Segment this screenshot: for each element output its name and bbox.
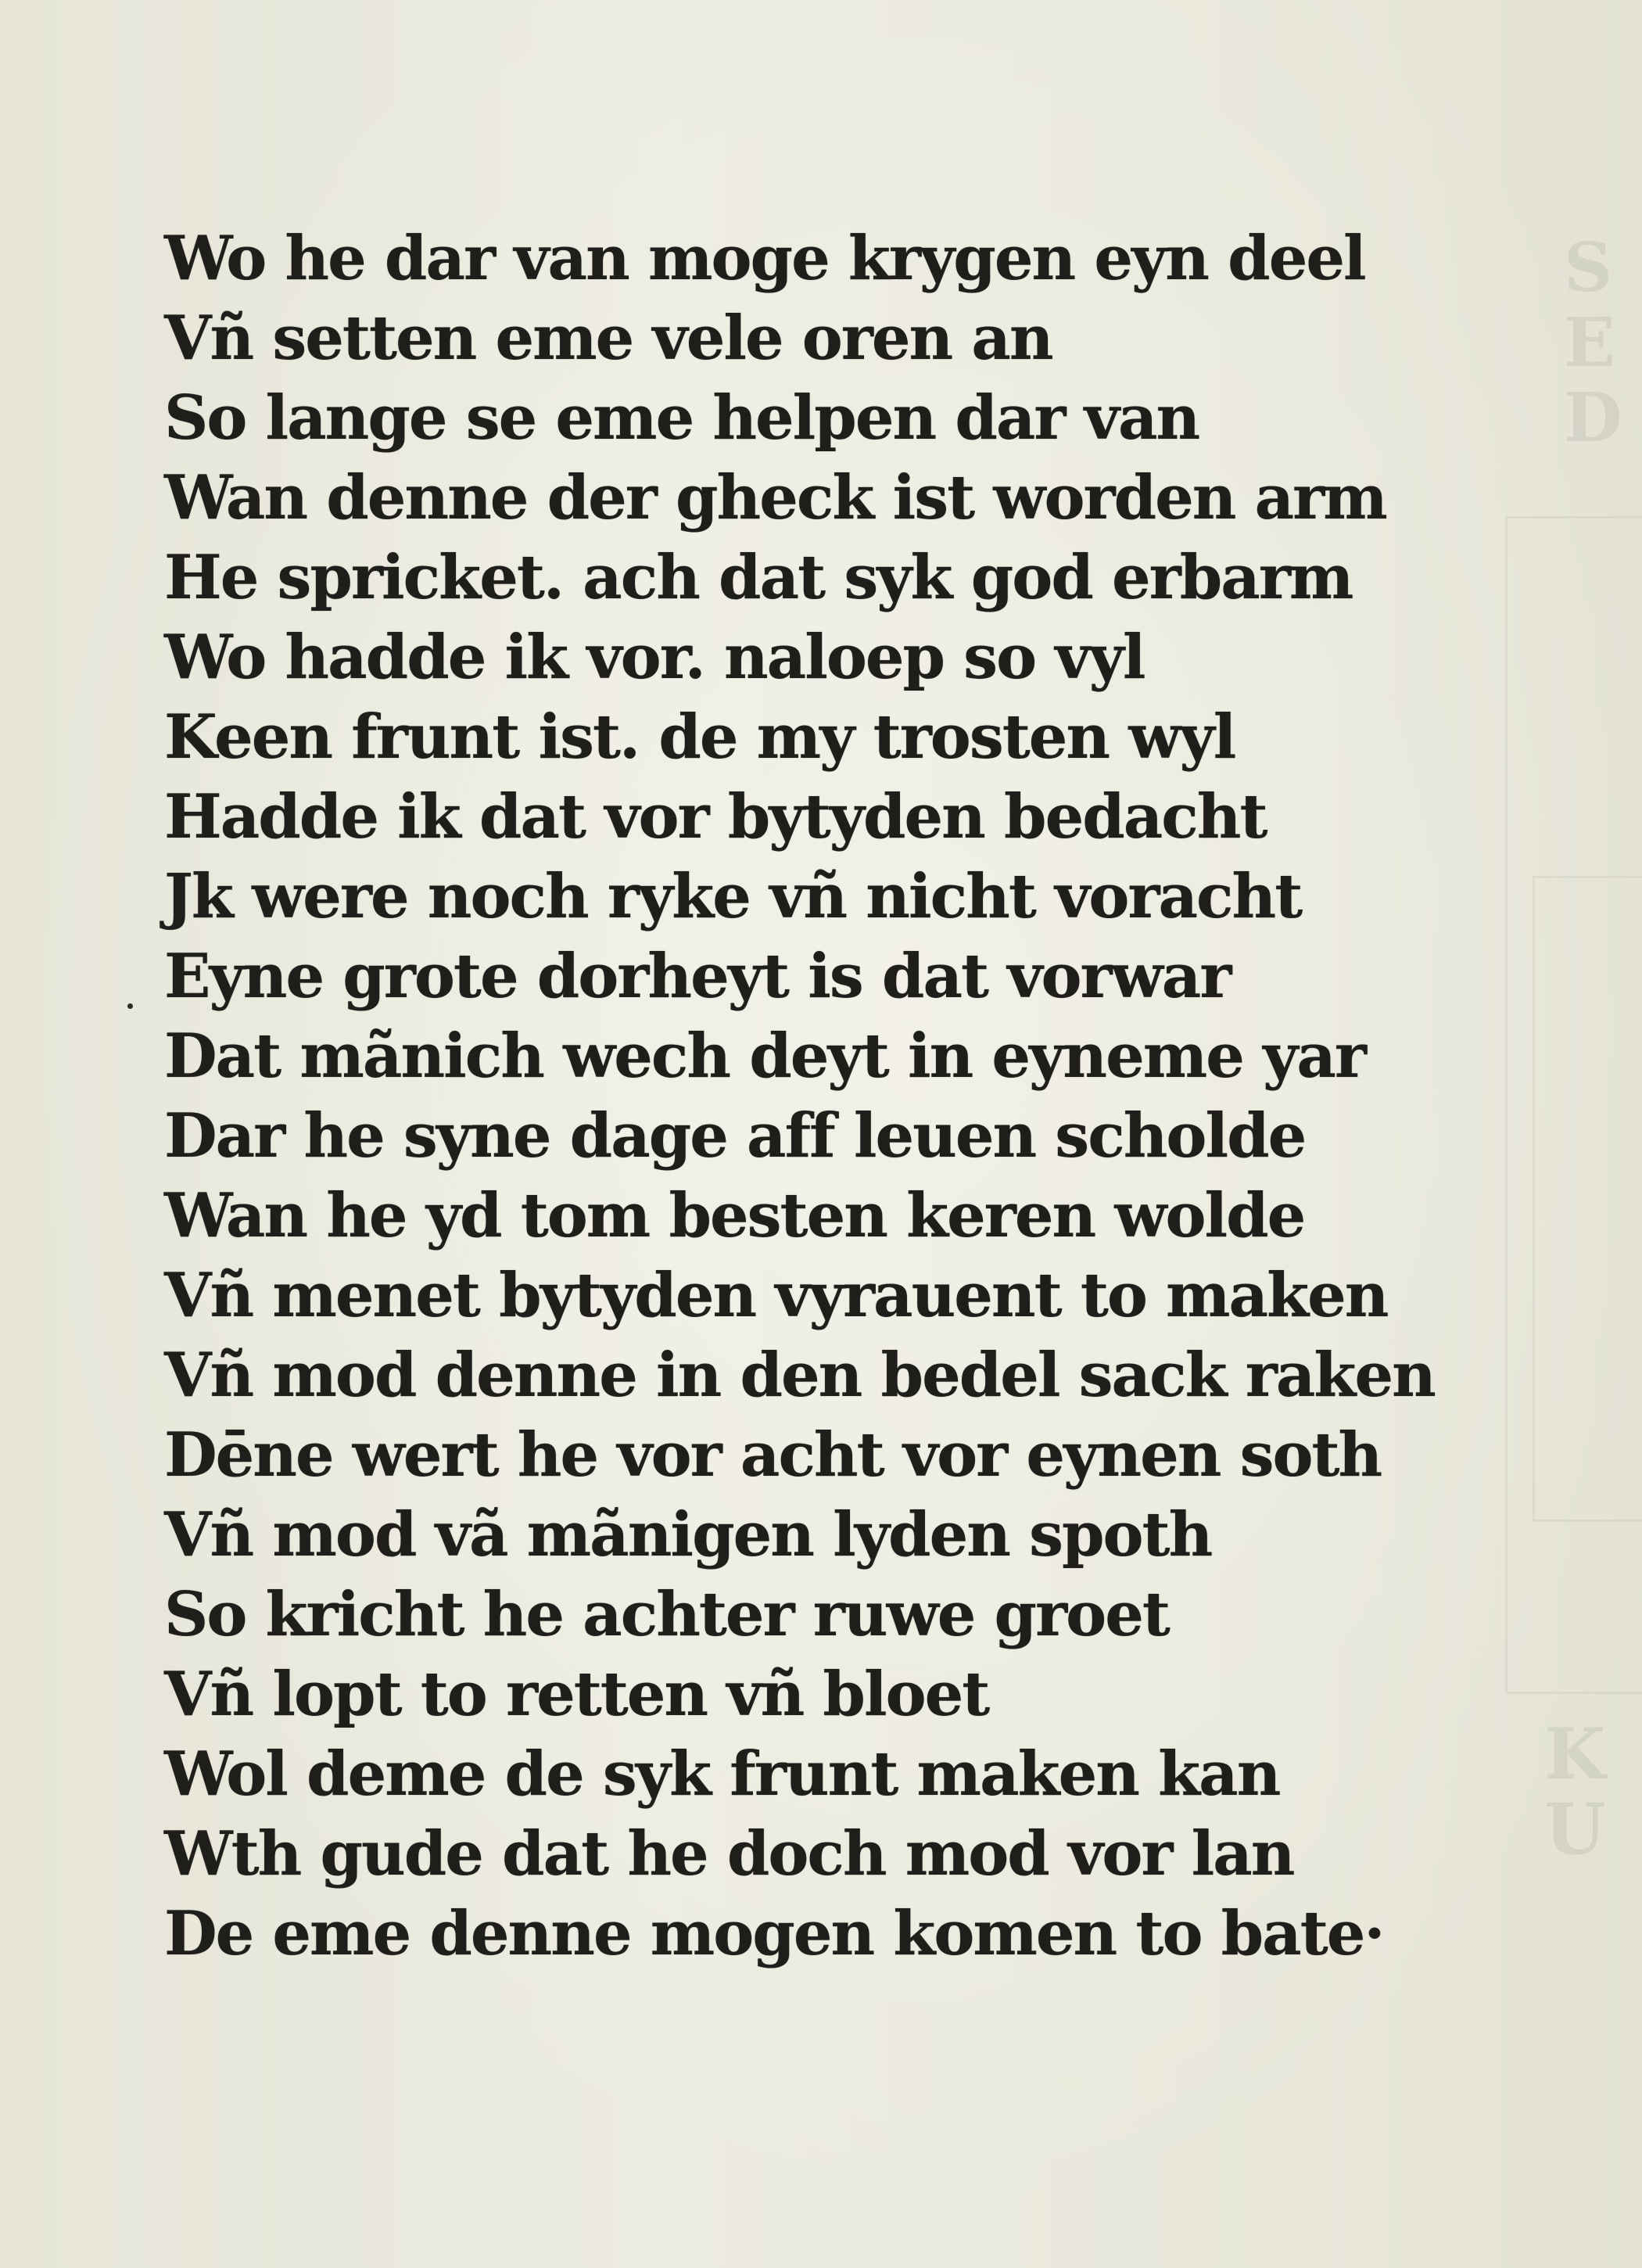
verse-line-6: Wo hadde ik vor. naloep so vyl <box>164 622 1145 693</box>
verse-line-3: So lange se eme helpen dar van <box>164 382 1199 454</box>
verse-line-1: Wo he dar van moge krygen eyn deel <box>164 223 1365 294</box>
verse-line-18: So kricht he achter ruwe groet <box>164 1579 1169 1650</box>
show-through-glyphs-bottom: K U <box>1544 1713 1606 1871</box>
verse-line-21: Wth gude dat he doch mod vor lan <box>164 1818 1294 1889</box>
verse-line-20: Wol deme de syk frunt maken kan <box>164 1739 1280 1810</box>
verse-line-14: Vñ menet bytyden vyrauent to maken <box>164 1260 1388 1331</box>
verse-line-16: Dēne wert he vor acht vor eynen soth <box>164 1419 1382 1491</box>
verse-line-12: Dar he syne dage aff leuen scholde <box>164 1100 1306 1172</box>
verse-line-17: Vñ mod vã mãnigen lyden spoth <box>164 1499 1212 1570</box>
verse-line-22: De eme denne mogen komen to bate· <box>164 1898 1384 1969</box>
verse-line-9: Jk were noch ryke vñ nicht voracht <box>164 861 1302 932</box>
verse-line-5: He spricket. ach dat syk god erbarm <box>164 542 1353 613</box>
verse-line-7: Keen frunt ist. de my trosten wyl <box>164 702 1235 773</box>
verse-line-15: Vñ mod denne in den bedel sack raken <box>164 1340 1435 1411</box>
show-through-glyphs-top: S E D <box>1564 228 1622 458</box>
verse-text-block <box>164 219 1435 1974</box>
verse-line-11: Dat mãnich wech deyt in eyneme yar <box>164 1021 1365 1092</box>
verse-line-13: Wan he yd tom besten keren wolde <box>164 1180 1305 1251</box>
verse-line-4: Wan denne der gheck ist worden arm <box>164 462 1386 533</box>
verse-line-2: Vñ setten eme vele oren an <box>164 303 1052 374</box>
verse-line-19: Vñ lopt to retten vñ bloet <box>164 1659 989 1730</box>
show-through-frame-inner <box>1533 876 1642 1522</box>
ink-speck <box>127 1003 133 1009</box>
verse-line-10: Eyne grote dorheyt is dat vorwar <box>164 941 1231 1012</box>
verse-line-8: Hadde ik dat vor bytyden bedacht <box>164 781 1267 852</box>
